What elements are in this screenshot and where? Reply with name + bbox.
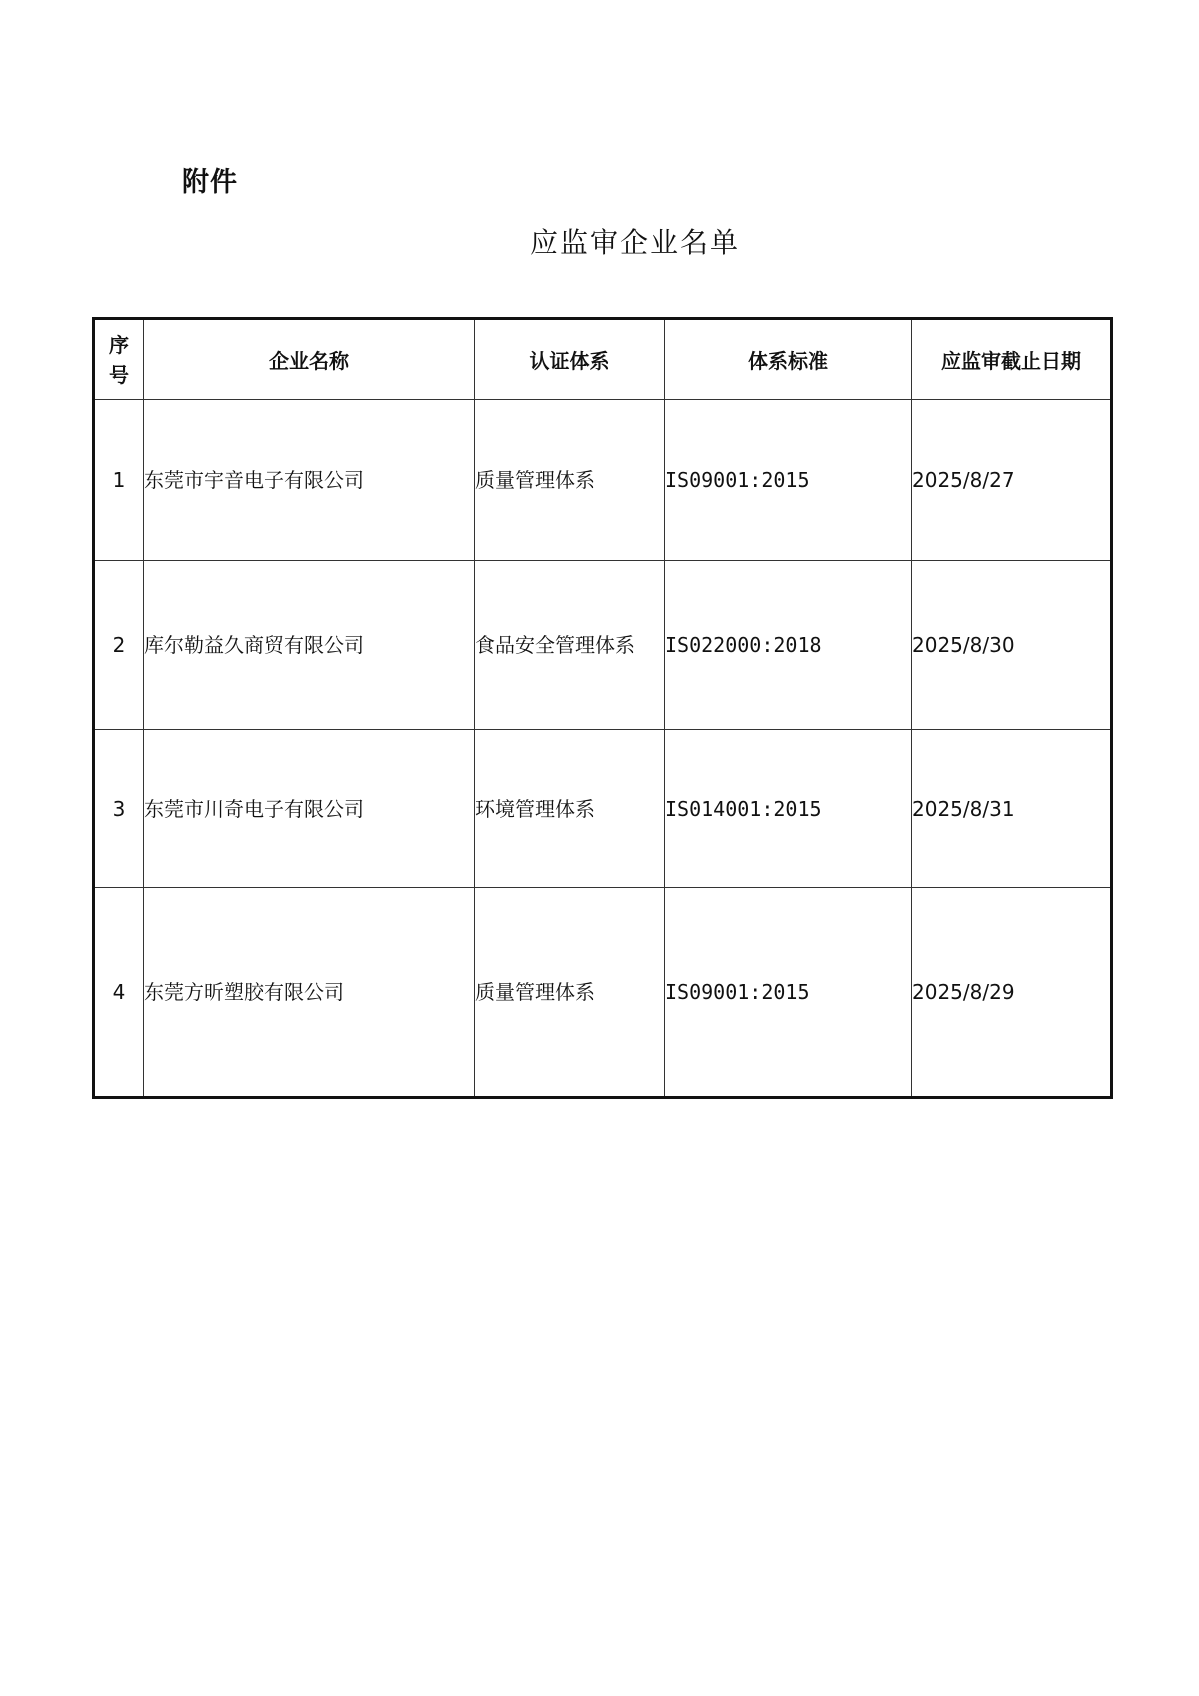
- header-audit-deadline: 应监审截止日期: [912, 319, 1112, 400]
- header-serial-line2: 号: [109, 362, 129, 387]
- document-title: 应监审企业名单: [529, 226, 740, 259]
- table-row: [94, 888, 1112, 1098]
- row-audit-deadline: 2025/8/29: [912, 888, 1112, 1098]
- header-certification-system: 认证体系: [475, 319, 665, 400]
- table-row: [94, 400, 1112, 561]
- row-serial-number: 4: [94, 888, 144, 1098]
- row-company-name: 东莞市川奇电子有限公司: [144, 730, 475, 888]
- row-company-name: 东莞市宇音电子有限公司: [144, 400, 475, 561]
- row-serial-number: 3: [94, 730, 144, 888]
- row-certification-system: 质量管理体系: [475, 888, 665, 1098]
- attachment-label: 附件: [182, 167, 238, 198]
- header-serial-line1: 序: [109, 332, 129, 357]
- row-serial-number: 2: [94, 561, 144, 730]
- row-certification-system: 质量管理体系: [475, 400, 665, 561]
- row-certification-system: 食品安全管理体系: [475, 561, 665, 730]
- row-system-standard: IS022000:2018: [665, 561, 912, 730]
- row-certification-system: 环境管理体系: [475, 730, 665, 888]
- header-serial-number: [94, 319, 144, 400]
- header-system-standard: 体系标准: [665, 319, 912, 400]
- row-audit-deadline: 2025/8/31: [912, 730, 1112, 888]
- row-system-standard: IS09001:2015: [665, 400, 912, 561]
- row-serial-number: 1: [94, 400, 144, 561]
- enterprise-list-table: [92, 317, 1113, 1099]
- table-row: [94, 561, 1112, 730]
- row-company-name: 库尔勒益久商贸有限公司: [144, 561, 475, 730]
- row-audit-deadline: 2025/8/30: [912, 561, 1112, 730]
- row-audit-deadline: 2025/8/27: [912, 400, 1112, 561]
- row-system-standard: IS09001:2015: [665, 888, 912, 1098]
- header-company-name: 企业名称: [144, 319, 475, 400]
- table-row: [94, 730, 1112, 888]
- table-header-row: [94, 319, 1112, 400]
- row-system-standard: IS014001:2015: [665, 730, 912, 888]
- row-company-name: 东莞方昕塑胶有限公司: [144, 888, 475, 1098]
